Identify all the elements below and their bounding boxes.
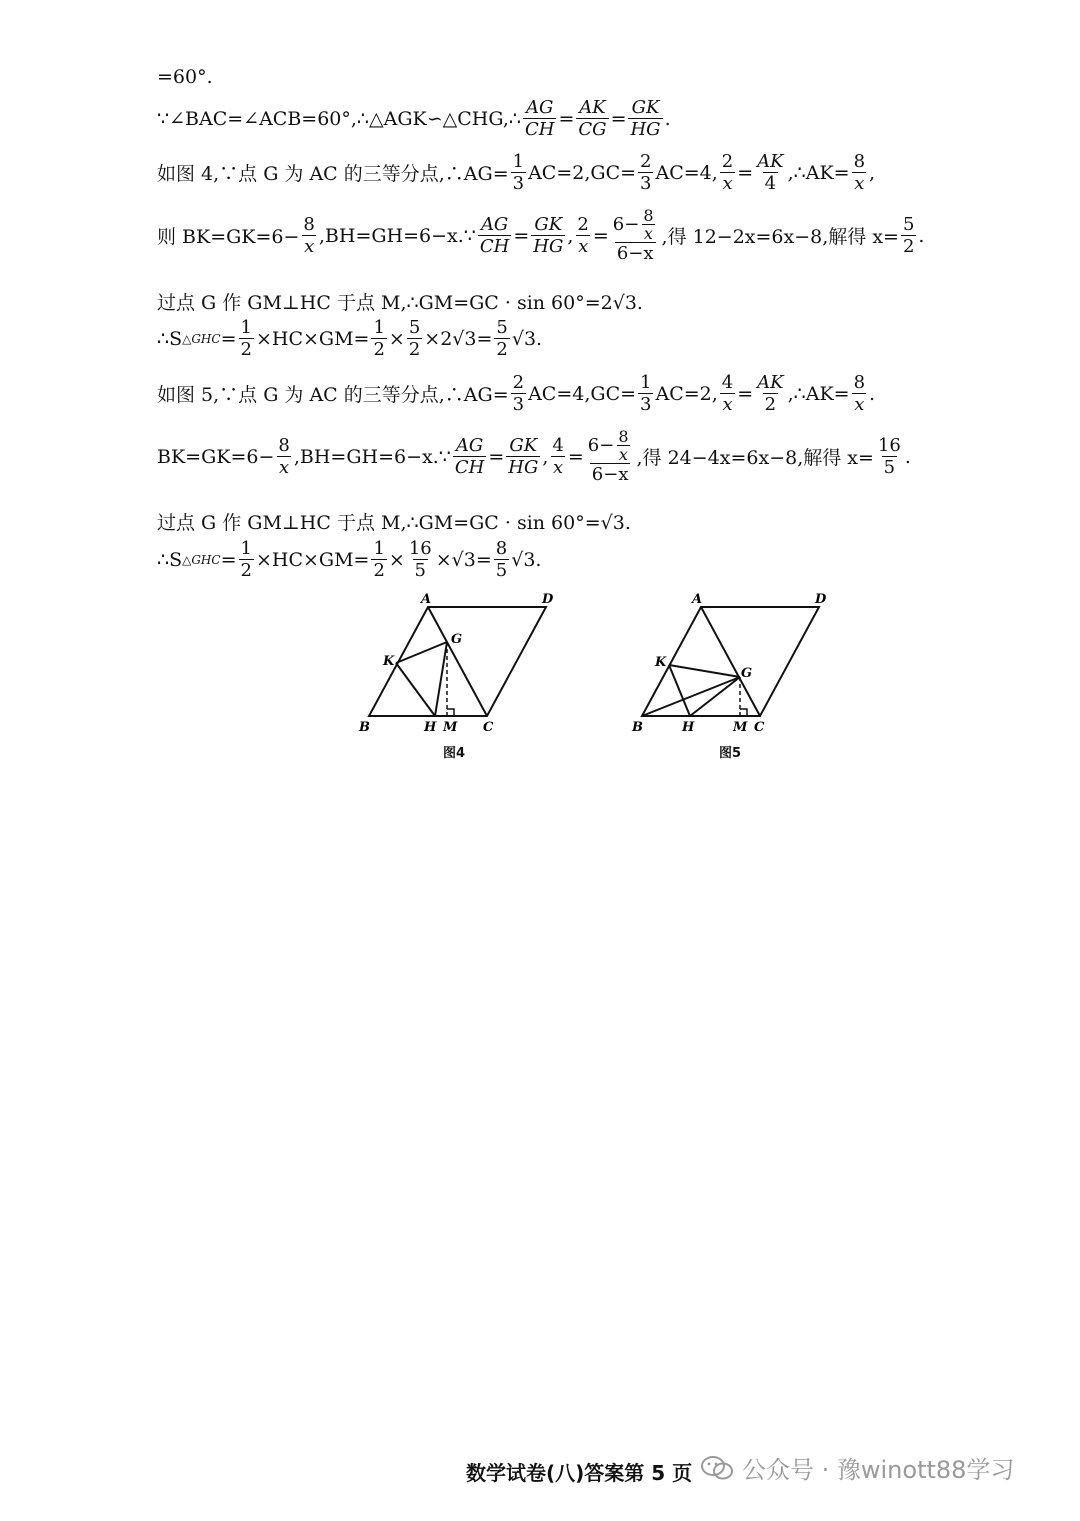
label-a: A <box>421 592 432 607</box>
fraction: $\frac{5}{2}$ <box>902 214 915 257</box>
label-k: K <box>655 655 667 670</box>
figure-4-diagram <box>355 588 560 738</box>
segment-gh <box>690 677 740 716</box>
fraction: $\frac{8}{x}$ <box>853 372 866 415</box>
solution-line-9: 过点 G 作 GM⊥HC 于点 M,∴GM=GC · sin 60°=√3. <box>157 512 631 534</box>
right-angle-mark <box>740 709 747 716</box>
label-c: C <box>483 720 494 735</box>
fraction: $\frac{8}{x}$ <box>303 214 315 257</box>
segment-gb <box>642 677 740 716</box>
label-a: A <box>692 592 703 607</box>
fraction: $\frac{8}{x}$ <box>278 435 290 478</box>
fraction: $\frac{2}{3}$ <box>640 151 652 194</box>
fraction: $\frac{2}{x}$ <box>577 214 589 257</box>
compound-fraction: 6− $\frac{8}{x}$ 6−x <box>587 427 629 485</box>
fraction: $\frac{AK}{4}$ <box>757 151 784 194</box>
solution-line-2: ∵∠BAC=∠ACB=60°,∴△AGK∽△CHG,∴ $\frac{AG}{CH}$ = $\frac{AK}{CG}$ = $\frac{GK}{HG}$ . <box>157 97 671 140</box>
fraction: $\frac{1}{2}$ <box>240 538 252 581</box>
figure-5-caption: 图5 <box>719 746 742 761</box>
solution-line-6: ∴S △GHC = $\frac{1}{2}$ ×HC×GM= $\frac{1}{2}$ × $\frac{5}{2}$ ×2√3= $\frac{5}{2}$ √3. <box>157 317 543 360</box>
label-h: H <box>682 720 695 735</box>
fraction: $\frac{AK}{2}$ <box>757 372 784 415</box>
solution-line-3: 如图 4,∵点 G 为 AC 的三等分点,∴AG= $\frac{1}{3}$ AC=2,GC= $\frac{2}{3}$ AC=4, $\frac{2}{x}$ = $\frac{AK}{4}$ ,∴AK= $\frac{8}{x}$ , <box>157 151 876 194</box>
fraction: $\frac{GK}{HG}$ <box>630 97 661 140</box>
watermark-text: 公众号 · 豫winott88学习 <box>742 1456 1015 1484</box>
label-c: C <box>754 720 765 735</box>
figure-4-caption: 图4 <box>443 746 466 761</box>
solution-line-8: BK=GK=6− $\frac{8}{x}$ ,BH=GH=6−x.∵ $\frac{AG}{CH}$ = $\frac{GK}{HG}$ , $\frac{4}{x}$ = 6− $\frac{8}{x}$ 6−x ,得 24−4x=6x−8,解得 x= $\frac{16}{5}$ . <box>157 427 911 485</box>
fraction: $\frac{2}{x}$ <box>721 151 734 194</box>
fraction: $\frac{AG}{CH}$ <box>454 435 485 478</box>
fraction: $\frac{GK}{HG}$ <box>533 214 564 257</box>
solution-line-7: 如图 5,∵点 G 为 AC 的三等分点,∴AG= $\frac{2}{3}$ AC=4,GC= $\frac{1}{3}$ AC=2, $\frac{4}{x}$ = $\frac{AK}{2}$ ,∴AK= $\frac{8}{x}$ . <box>157 372 876 415</box>
label-d: D <box>815 592 827 607</box>
page-footer: 数学试卷(八)答案第 5 页 <box>466 1461 693 1485</box>
label-g: G <box>451 632 463 647</box>
solution-line-5: 过点 G 作 GM⊥HC 于点 M,∴GM=GC · sin 60°=2√3. <box>157 292 643 314</box>
segment-kg <box>669 665 740 677</box>
fraction: $\frac{GK}{HG}$ <box>508 435 539 478</box>
solution-line-4: 则 BK=GK=6− $\frac{8}{x}$ ,BH=GH=6−x.∵ $\frac{AG}{CH}$ = $\frac{GK}{HG}$ , $\frac{2}{x}$ = 6− $\frac{8}{x}$ 6−x ,得 12−2x=6x−8,解得 x= $\frac{5}{2}$ . <box>157 206 925 264</box>
label-b: B <box>359 720 370 735</box>
label-b: B <box>632 720 643 735</box>
figure-5-diagram <box>630 588 835 738</box>
label-d: D <box>542 592 554 607</box>
label-m: M <box>443 720 458 735</box>
label-h: H <box>424 720 437 735</box>
fraction: $\frac{1}{2}$ <box>373 317 385 360</box>
fraction: $\frac{8}{x}$ <box>853 151 866 194</box>
fraction: $\frac{1}{3}$ <box>512 151 525 194</box>
fraction: $\frac{4}{x}$ <box>552 435 564 478</box>
label-g: G <box>741 666 753 681</box>
fraction: $\frac{2}{3}$ <box>512 372 525 415</box>
right-angle-mark <box>447 709 454 716</box>
fraction: $\frac{AK}{CG}$ <box>578 97 607 140</box>
compound-fraction: 6− $\frac{8}{x}$ 6−x <box>612 206 654 264</box>
fraction: $\frac{16}{5}$ <box>877 435 901 478</box>
fraction: $\frac{5}{2}$ <box>496 317 508 360</box>
fraction: $\frac{8}{5}$ <box>495 538 508 581</box>
solution-line-10: ∴S △GHC = $\frac{1}{2}$ ×HC×GM= $\frac{1}{2}$ × $\frac{16}{5}$ ×√3= $\frac{8}{5}$ √3. <box>157 538 542 581</box>
segment-kh <box>669 665 690 716</box>
fraction: $\frac{AG}{CH}$ <box>479 214 510 257</box>
wechat-icon <box>700 1454 734 1482</box>
fraction: $\frac{5}{2}$ <box>408 317 421 360</box>
segment-kh <box>396 663 435 716</box>
solution-line-1: =60°. <box>157 66 213 88</box>
wechat-watermark <box>700 1450 1014 1485</box>
label-m: M <box>733 720 748 735</box>
fraction: $\frac{4}{x}$ <box>721 372 734 415</box>
fraction: $\frac{1}{2}$ <box>240 317 252 360</box>
segment-gh <box>435 642 447 716</box>
fraction: $\frac{1}{2}$ <box>373 538 385 581</box>
fraction: $\frac{1}{3}$ <box>640 372 652 415</box>
fraction: $\frac{AG}{CH}$ <box>525 97 555 140</box>
label-k: K <box>383 654 395 669</box>
fraction: $\frac{16}{5}$ <box>408 538 432 581</box>
